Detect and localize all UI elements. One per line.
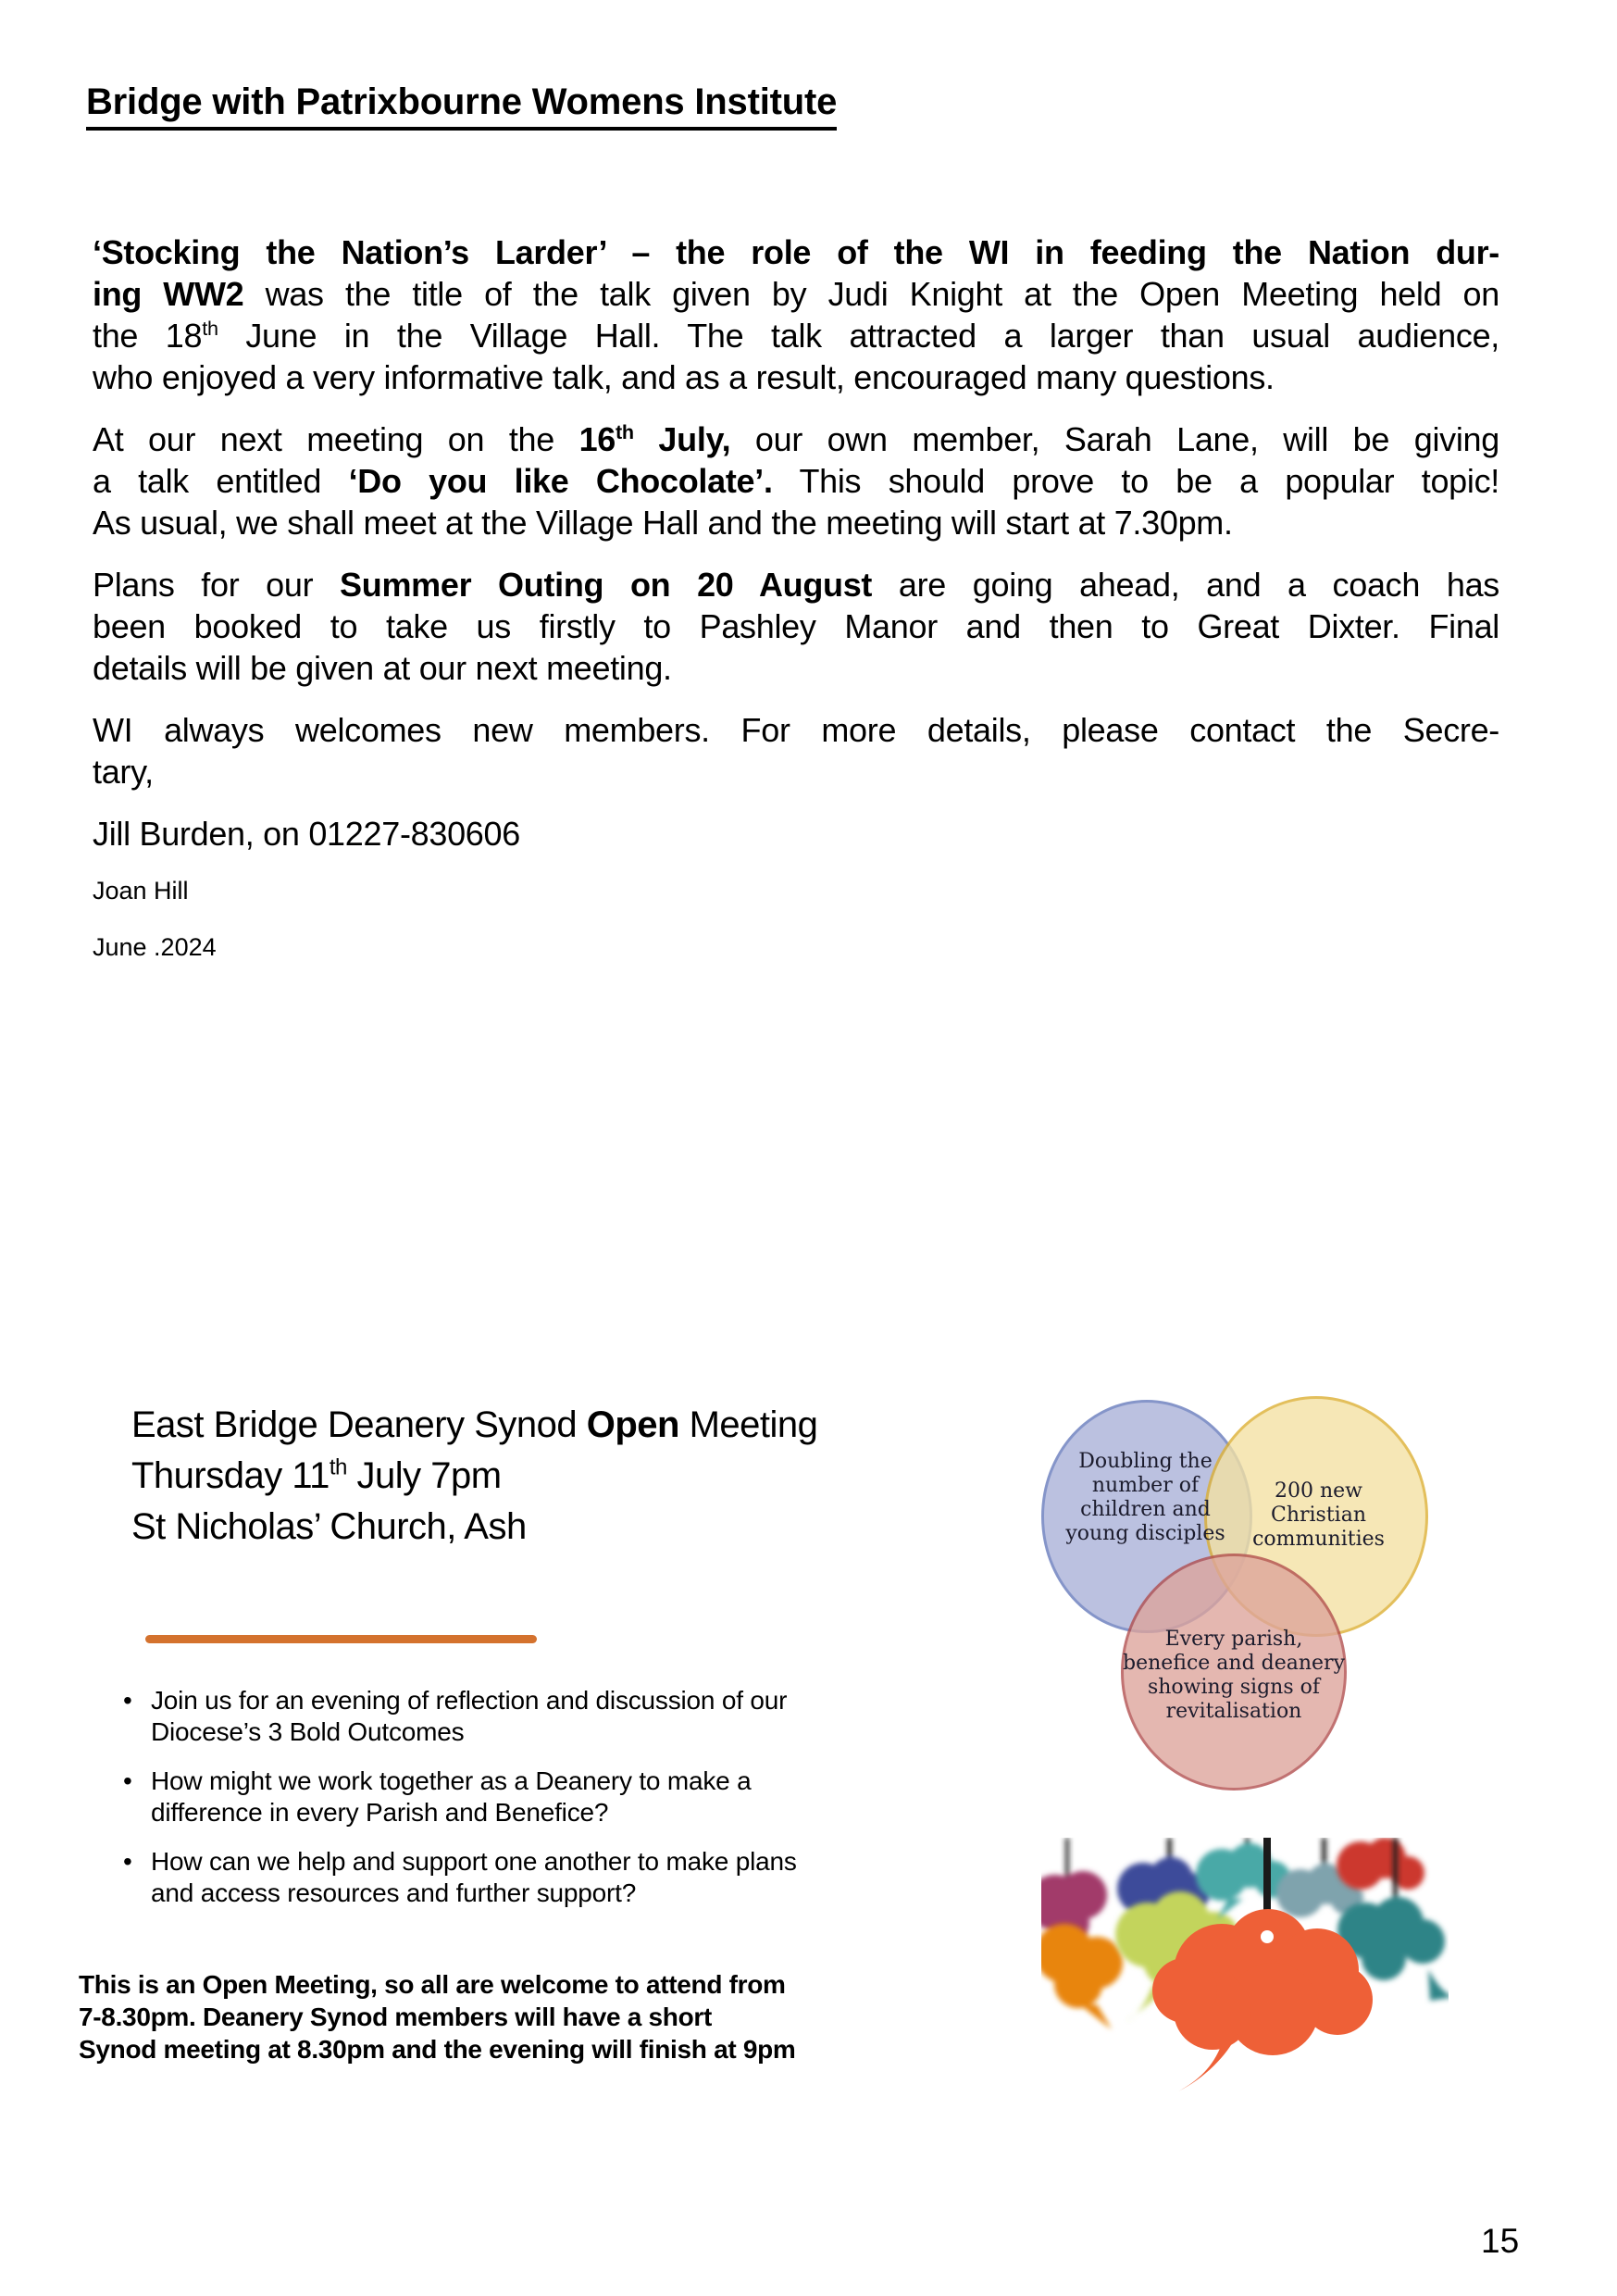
paragraph: [93, 931, 1499, 963]
text-segment: Jill Burden, on 01227-830606: [93, 815, 520, 853]
text-segment: are going ahead, and a coach has: [872, 566, 1499, 604]
page-title: Bridge with Patrixbourne Womens Institute: [86, 81, 837, 131]
paragraph: [93, 231, 1499, 398]
venn-label-children: Doubling the number of children and young disciples: [1065, 1450, 1225, 1545]
text-line: [93, 931, 1499, 963]
text-line: 7-8.30pm. Deanery Synod members will have a short: [79, 2003, 713, 2031]
text-line: and access resources and further support?: [151, 1878, 637, 1907]
text-line: Join us for an evening of reflection and discussion of our: [151, 1686, 788, 1715]
wi-article: [93, 231, 1499, 988]
text-segment: Plans for our: [93, 566, 341, 604]
text-segment: ‘Stocking the Nation’s Larder’ – the role of the WI in feeding the Nation dur-: [93, 233, 1499, 271]
text-line: [93, 356, 1499, 398]
bullet-item: [123, 1766, 797, 1828]
page-number: 15: [1481, 2222, 1520, 2260]
bullet-item: [123, 1846, 797, 1909]
text-segment: ing WW2: [93, 275, 244, 313]
text-line: Diocese’s 3 Bold Outcomes: [151, 1717, 465, 1746]
paragraph: [93, 709, 1499, 792]
text-segment: the 18: [93, 317, 203, 355]
text-segment: 16: [578, 420, 616, 458]
text-segment: This should prove to be a popular topic!: [772, 462, 1499, 500]
text-line: Synod meeting at 8.30pm and the evening will finish at 9pm: [79, 2035, 796, 2064]
divider-line: [145, 1635, 537, 1643]
text-segment: was the title of the talk given by Judi Knight at the Open Meeting held on: [243, 275, 1499, 313]
text-segment: WI always welcomes new members. For more details, please contact the Secre-: [93, 711, 1499, 749]
text-segment: details will be given at our next meeting.: [93, 649, 672, 687]
text-line: [93, 564, 1499, 605]
text-line: [93, 418, 1499, 460]
text-segment: Summer Outing on 20 August: [340, 566, 873, 604]
text-segment: As usual, we shall meet at the Village Hall and the meeting will start at 7.30pm.: [93, 504, 1233, 542]
paragraph: [93, 813, 1499, 855]
text-segment: who enjoyed a very informative talk, and as a result, encouraged many questions.: [93, 358, 1275, 396]
venn-diagram: [1023, 1370, 1527, 1819]
text-segment: East Bridge Deanery Synod: [131, 1404, 587, 1445]
text-line: [93, 231, 1499, 273]
text-line: [131, 1502, 817, 1553]
text-line: How can we help and support one another to make plans: [151, 1847, 797, 1876]
bullet-marker: •: [123, 1766, 132, 1795]
text-segment: th: [329, 1454, 347, 1480]
text-segment: Joan Hill: [93, 877, 189, 905]
text-line: [93, 460, 1499, 502]
bullet-text: [151, 1846, 797, 1909]
venn-label-communities: 200 new Christian communities: [1252, 1479, 1385, 1551]
text-segment: June .2024: [93, 933, 217, 961]
text-segment: At our next meeting on the: [93, 420, 579, 458]
text-line: [93, 647, 1499, 689]
deanery-bullet-list: [123, 1685, 797, 1927]
text-segment: been booked to take us firstly to Pashley Manor and then to Great Dixter. Final: [93, 607, 1499, 645]
text-line: [131, 1400, 817, 1451]
text-segment: th: [616, 420, 634, 443]
text-segment: St Nicholas’ Church, Ash: [131, 1506, 527, 1547]
text-line: [93, 751, 1499, 792]
bullet-text: [151, 1766, 752, 1828]
text-segment: July 7pm: [346, 1455, 502, 1496]
text-segment: ‘Do you like Chocolate’.: [348, 462, 773, 500]
bullet-text: [151, 1685, 787, 1748]
text-segment: th: [202, 317, 218, 340]
deanery-heading: [131, 1400, 817, 1553]
text-line: [93, 709, 1499, 751]
deanery-footer-note: [79, 1968, 796, 2065]
text-line: difference in every Parish and Benefice?: [151, 1798, 609, 1827]
text-line: [93, 273, 1499, 315]
text-line: [131, 1451, 817, 1502]
bullet-marker: •: [123, 1686, 132, 1715]
text-line: [93, 605, 1499, 647]
paragraph: [93, 875, 1499, 906]
text-line: [93, 315, 1499, 356]
text-segment: July,: [633, 420, 731, 458]
text-segment: our own member, Sarah Lane, will be giving: [730, 420, 1499, 458]
text-line: [93, 813, 1499, 855]
text-segment: Thursday 11: [131, 1455, 330, 1496]
text-segment: June in the Village Hall. The talk attracted a larger than usual audience,: [218, 317, 1499, 355]
text-line: How might we work together as a Deanery to make a: [151, 1766, 752, 1795]
text-line: [93, 875, 1499, 906]
venn-label-revitalisation: Every parish, benefice and deanery showing signs of revitalisation: [1122, 1628, 1345, 1723]
text-segment: tary,: [93, 753, 154, 791]
text-segment: Meeting: [678, 1404, 818, 1445]
text-segment: a talk entitled: [93, 462, 349, 500]
paragraph: [93, 564, 1499, 689]
bullet-marker: •: [123, 1847, 132, 1876]
text-line: This is an Open Meeting, so all are welcome to attend from: [79, 1970, 786, 1999]
bullet-item: [123, 1685, 797, 1748]
paragraph: [93, 418, 1499, 543]
speech-bubbles-photo: [1041, 1838, 1449, 2143]
text-line: [93, 502, 1499, 543]
text-segment: Open: [586, 1404, 679, 1445]
